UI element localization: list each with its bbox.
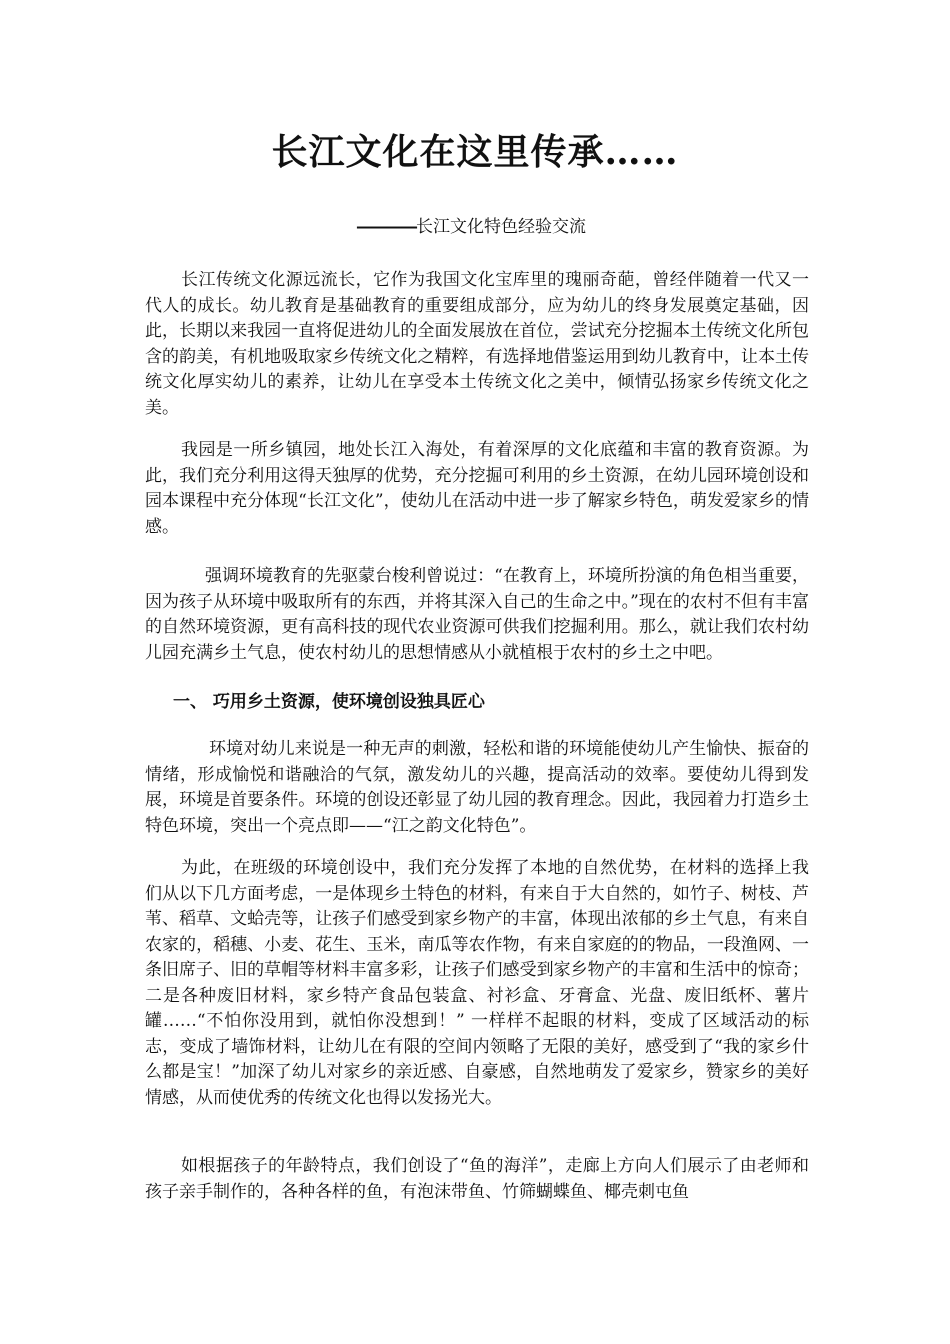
- section-heading: 一、 巧用乡土资源，使环境创设独具匠心: [173, 692, 485, 712]
- subtitle-dash: ————: [356, 217, 416, 237]
- paragraph-4: 环境对幼儿来说是一种无声的刺激，轻松和谐的环境能使幼儿产生愉快、振奋的情绪，形成愉悦和谐融洽的气氛，激发幼儿的兴趣，提高活动的效率。要使幼儿得到发展，环境是首要条件。环境的创设还彰显了幼儿园的教育理念。因此，我园着力打造乡土特色环境，突出一个亮点即——“江之韵文化特色”。: [145, 739, 809, 836]
- subtitle-text: 长江文化特色经验交流: [416, 217, 586, 237]
- paragraph-2: 我园是一所乡镇园，地处长江入海处，有着深厚的文化底蕴和丰富的教育资源。为此，我们充分利用这得天独厚的优势，充分挖掘可利用的乡土资源，在幼儿园环境创设和园本课程中充分体现“长江文化”，使幼儿在活动中进一步了解家乡特色，萌发爱家乡的情感。: [145, 440, 809, 537]
- paragraph-6: 如根据孩子的年龄特点，我们创设了“鱼的海洋”，走廊上方向人们展示了由老师和孩子亲手制作的，各种各样的鱼，有泡沫带鱼、竹筛蝴蝶鱼、椰壳刺屯鱼: [145, 1156, 809, 1202]
- paragraph-5: 为此，在班级的环境创设中，我们充分发挥了本地的自然优势，在材料的选择上我们从以下几方面考虑，一是体现乡土特色的材料，有来自于大自然的，如竹子、树枝、芦苇、稻草、文蛤壳等，让孩子们感受到家乡物产的丰富，体现出浓郁的乡土气息，有来自农家的，稻穗、小麦、花生、玉米，南瓜等农作物，有来自家庭的的物品，一段渔网、一条旧席子、旧的草帽等材料丰富多彩，让孩子们感受到家乡物产的丰富和生活中的惊奇；二是各种废旧材料，家乡特产食品包装盒、衬衫盒、牙膏盒、光盘、废旧纸杯、薯片罐……“不怕你没用到，就怕你没想到！” 一样样不起眼的材料，变成了区域活动的标志，变成了墙饰材料，让幼儿在有限的空间内领略了无限的美好，感受到了“我的家乡什么都是宝！”加深了幼儿对家乡的亲近感、自豪感，自然地萌发了爱家乡，赞家乡的美好情感，从而使优秀的传统文化也得以发扬光大。: [145, 858, 809, 1108]
- paragraph-3: 强调环境教育的先驱蒙台梭利曾说过：“在教育上，环境所扮演的角色相当重要，因为孩子从环境中吸取所有的东西，并将其深入自己的生命之中。”现在的农村不但有丰富的自然环境资源，更有高科技的现代农业资源可供我们挖掘利用。那么，就让我们农村幼儿园充满乡土气息，使农村幼儿的思想情感从小就植根于农村的乡土之中吧。: [145, 566, 809, 663]
- paragraph-1: 长江传统文化源远流长，它作为我国文化宝库里的瑰丽奇葩，曾经伴随着一代又一代人的成长。幼儿教育是基础教育的重要组成部分，应为幼儿的终身发展奠定基础，因此，长期以来我园一直将促进幼儿的全面发展放在首位，尝试充分挖掘本土传统文化所包含的韵美，有机地吸取家乡传统文化之精粹，有选择地借鉴运用到幼儿教育中，让本土传统文化厚实幼儿的素养，让幼儿在享受本土传统文化之美中，倾情弘扬家乡传统文化之美。: [145, 270, 809, 418]
- document-title: 长江文化在这里传承……: [271, 131, 679, 173]
